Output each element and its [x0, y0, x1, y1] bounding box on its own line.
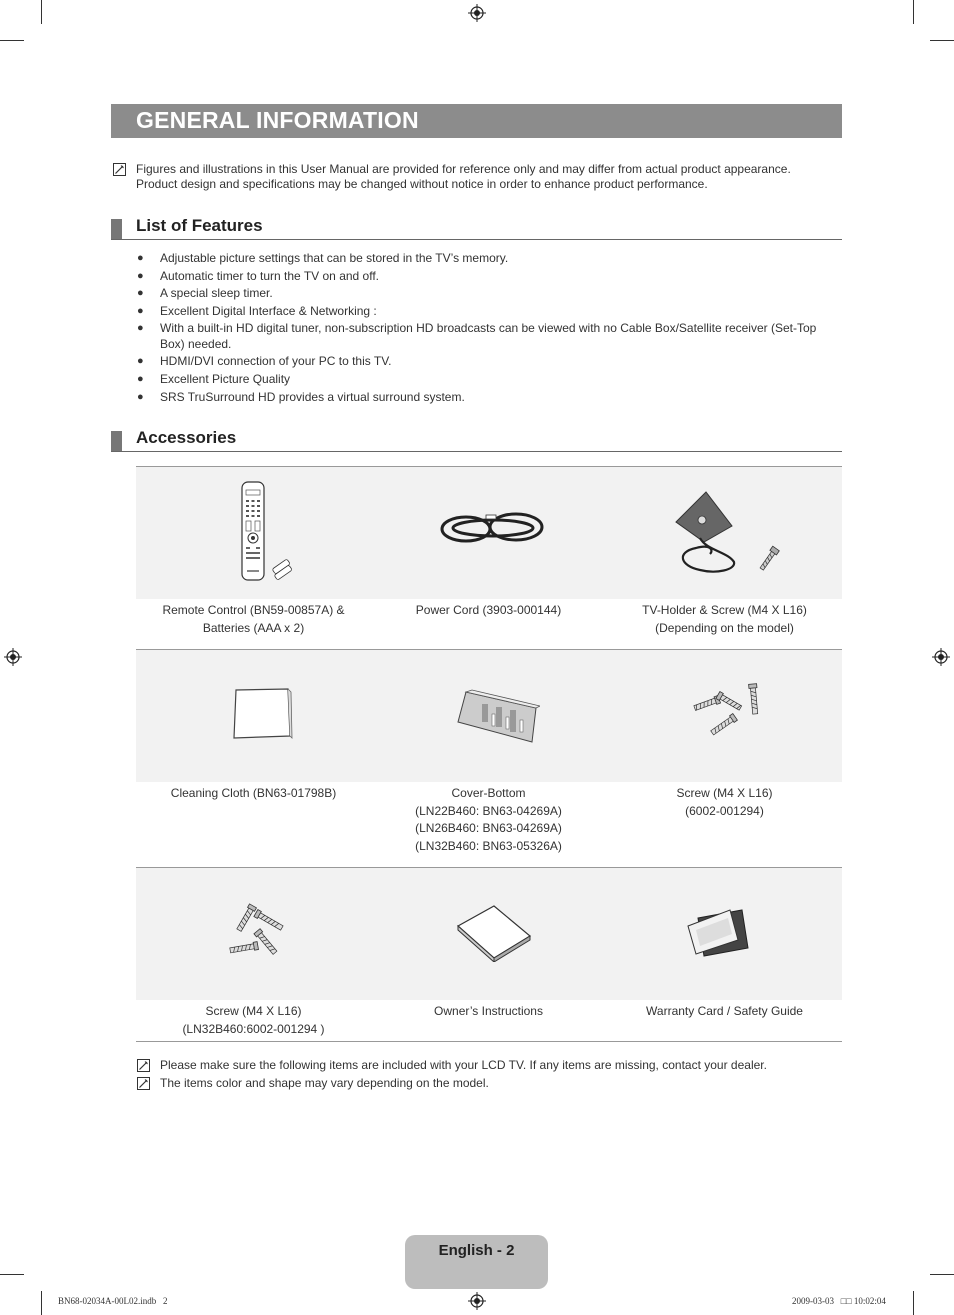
accessories-heading-bar — [111, 427, 842, 452]
note-icon — [137, 1059, 150, 1072]
bullet-icon: ● — [137, 373, 144, 385]
divider — [136, 1041, 842, 1042]
caption-line: Power Cord (3903-000144) — [415, 603, 562, 617]
registration-mark-icon — [932, 648, 950, 666]
caption-line: (LN26B460: BN63-04269A) — [415, 821, 562, 835]
caption-line: Remote Control (BN59-00857A) & — [162, 603, 345, 617]
tv-holder-icon — [670, 488, 782, 578]
feature-text: SRS TruSurround HD provides a virtual surround system. — [160, 390, 465, 404]
registration-mark-icon — [468, 1292, 486, 1310]
feature-text: Excellent Digital Interface & Networking : — [160, 304, 377, 318]
accessory-caption — [136, 602, 371, 637]
screws-icon — [692, 682, 766, 740]
intro-note-line1: Figures and illustrations in this User Manual are provided for reference only and may differ from actual product appearance. — [136, 162, 791, 176]
caption-line: Owner’s Instructions — [434, 1004, 543, 1018]
features-heading-bar — [111, 215, 842, 240]
accessory-caption — [607, 602, 842, 637]
caption-line: TV-Holder & Screw (M4 X L16) — [642, 603, 807, 617]
title-bar — [111, 104, 842, 138]
bullet-icon: ● — [137, 391, 144, 403]
cleaning-cloth-icon — [230, 686, 294, 742]
bullet-icon: ● — [137, 270, 144, 282]
feature-text: Automatic timer to turn the TV on and off. — [160, 269, 380, 283]
registration-mark-icon — [4, 648, 22, 666]
accessory-caption — [136, 1003, 371, 1038]
feature-text: Excellent Picture Quality — [160, 372, 291, 386]
caption-line: Screw (M4 X L16) — [676, 786, 773, 800]
registration-mark-icon — [468, 4, 486, 22]
feature-text: Adjustable picture settings that can be stored in the TV’s memory. — [160, 251, 509, 265]
file-slug: BN68-02034A-00L02.indb 2 — [58, 1296, 168, 1306]
crop-mark — [930, 40, 954, 41]
date-slug: 2009-03-03 □□ 10:02:04 — [792, 1296, 886, 1306]
accessories-note: The items color and shape may vary depending on the model. — [160, 1076, 489, 1090]
caption-line: (Depending on the model) — [655, 620, 794, 635]
caption-line: Batteries (AAA x 2) — [202, 620, 305, 635]
feature-text: A special sleep timer. — [160, 286, 273, 300]
caption-line: Cleaning Cloth (BN63-01798B) — [170, 786, 337, 800]
page-title: GENERAL INFORMATION — [136, 107, 419, 133]
accessory-caption — [371, 785, 606, 855]
heading-marker — [111, 219, 122, 239]
crop-mark — [930, 1274, 954, 1275]
bullet-icon: ● — [137, 287, 144, 299]
accessory-caption — [371, 602, 606, 620]
bullet-icon: ● — [137, 355, 144, 367]
page-number: English - 2 — [438, 1242, 515, 1259]
caption-line: (LN32B460: BN63-05326A) — [415, 838, 562, 853]
intro-note-line2: Product design and specifications may be changed without notice in order to enhance product performance. — [136, 177, 708, 191]
list-item — [137, 250, 837, 266]
feature-text: HDMI/DVI connection of your PC to this TV. — [160, 354, 392, 368]
list-item — [137, 285, 837, 301]
caption-line: (LN22B460: BN63-04269A) — [415, 803, 562, 818]
caption-line: Warranty Card / Safety Guide — [646, 1004, 803, 1018]
list-item — [137, 303, 837, 319]
crop-mark — [913, 1291, 914, 1315]
caption-line: (LN32B460:6002-001294 ) — [182, 1021, 325, 1036]
accessory-caption — [607, 785, 842, 820]
accessories-heading: Accessories — [136, 428, 237, 447]
remote-control-icon — [232, 480, 296, 584]
list-item — [137, 389, 837, 405]
manual-icon — [454, 902, 534, 962]
caption-line: Screw (M4 X L16) — [205, 1004, 302, 1018]
crop-mark — [41, 1291, 42, 1315]
cover-bottom-icon — [452, 688, 540, 744]
feature-text: With a built-in HD digital tuner, non-subscription HD broadcasts can be viewed with no Cable Box/Satellite receiver (Set-Top Box) needed. — [160, 321, 817, 351]
screws-icon — [226, 902, 288, 960]
list-item — [137, 320, 837, 352]
crop-mark — [0, 1274, 24, 1275]
note-icon — [113, 163, 126, 176]
list-item — [137, 353, 837, 369]
list-item — [137, 371, 837, 387]
accessory-caption — [136, 785, 371, 803]
power-cord-icon — [438, 505, 548, 551]
caption-line: (6002-001294) — [685, 803, 764, 818]
accessory-caption — [607, 1003, 842, 1021]
accessory-caption — [371, 1003, 606, 1021]
bullet-icon: ● — [137, 305, 144, 317]
crop-mark — [0, 40, 24, 41]
note-icon — [137, 1077, 150, 1090]
bullet-icon: ● — [137, 252, 144, 264]
accessories-note: Please make sure the following items are included with your LCD TV. If any items are missing, contact your dealer. — [160, 1058, 767, 1072]
bullet-icon: ● — [137, 322, 144, 334]
caption-line: Cover-Bottom — [451, 786, 526, 800]
heading-marker — [111, 431, 122, 451]
crop-mark — [913, 0, 914, 24]
warranty-card-icon — [686, 904, 752, 960]
page-number-tab — [405, 1235, 548, 1289]
features-heading: List of Features — [136, 216, 263, 235]
crop-mark — [41, 0, 42, 24]
list-item — [137, 268, 837, 284]
